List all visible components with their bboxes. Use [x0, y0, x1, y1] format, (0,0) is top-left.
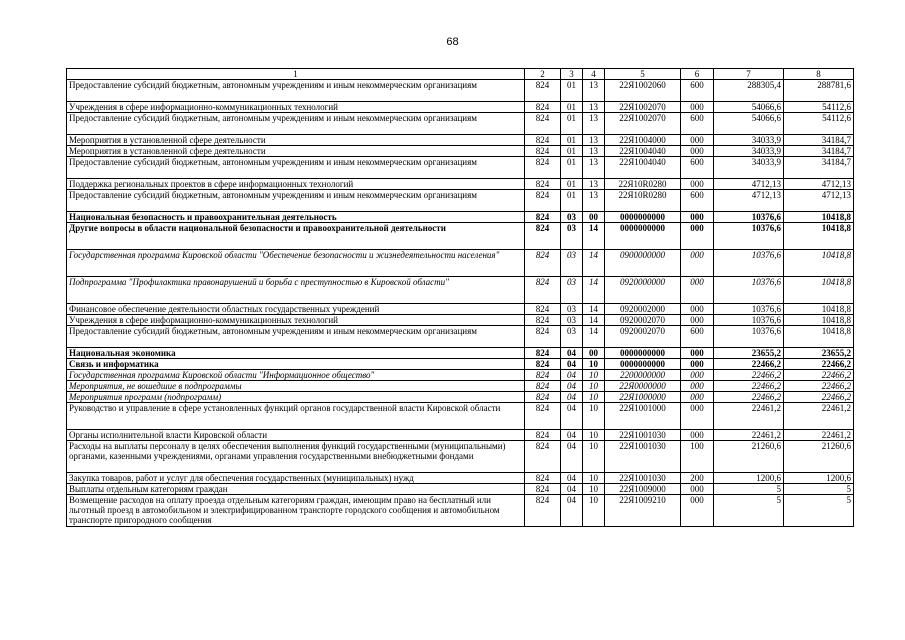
column-header: 2: [525, 69, 561, 80]
section-cell: 03: [561, 250, 583, 277]
subsection-cell: 14: [583, 223, 605, 250]
amount-year1-cell: 21260,6: [714, 441, 784, 473]
gr-code-cell: 824: [525, 359, 561, 370]
amount-year2-cell: 1200,6: [784, 473, 854, 484]
amount-year2-cell: 4712,13: [784, 190, 854, 212]
target-code-cell: 22Я1004000: [605, 135, 681, 146]
table-row: [67, 484, 854, 495]
expense-type-cell: 000: [681, 146, 714, 157]
section-cell: 03: [561, 326, 583, 348]
gr-code-cell: 824: [525, 495, 561, 527]
gr-code-cell: 824: [525, 80, 561, 102]
amount-year1-cell: 22466,2: [714, 381, 784, 392]
gr-code-cell: 824: [525, 190, 561, 212]
table-row: [67, 403, 854, 430]
row-name-cell: Государственная программа Кировской области "Обеспечение безопасности и жизнедеятельности населения": [67, 250, 525, 277]
table-row: [67, 102, 854, 113]
gr-code-cell: 824: [525, 250, 561, 277]
subsection-cell: 10: [583, 495, 605, 527]
amount-year1-cell: 34033,9: [714, 157, 784, 179]
column-header: 4: [583, 69, 605, 80]
table-row: [67, 304, 854, 315]
table-row: [67, 80, 854, 102]
target-code-cell: 0000000000: [605, 223, 681, 250]
expense-type-cell: 600: [681, 326, 714, 348]
table-row: [67, 190, 854, 212]
table-row: [67, 250, 854, 277]
page-number: 68: [446, 36, 459, 48]
amount-year1-cell: 10376,6: [714, 326, 784, 348]
section-cell: 04: [561, 495, 583, 527]
subsection-cell: 13: [583, 135, 605, 146]
amount-year2-cell: 22466,2: [784, 381, 854, 392]
gr-code-cell: 824: [525, 484, 561, 495]
amount-year2-cell: 34184,7: [784, 157, 854, 179]
section-cell: 03: [561, 315, 583, 326]
amount-year1-cell: 5: [714, 484, 784, 495]
target-code-cell: 22Я1002070: [605, 102, 681, 113]
subsection-cell: 10: [583, 370, 605, 381]
subsection-cell: 14: [583, 326, 605, 348]
amount-year1-cell: 54066,6: [714, 102, 784, 113]
gr-code-cell: 824: [525, 113, 561, 135]
amount-year2-cell: 10418,8: [784, 315, 854, 326]
table-row: [67, 359, 854, 370]
expense-type-cell: 000: [681, 392, 714, 403]
amount-year2-cell: 21260,6: [784, 441, 854, 473]
expense-type-cell: 000: [681, 179, 714, 190]
amount-year1-cell: 288305,4: [714, 80, 784, 102]
section-cell: 04: [561, 348, 583, 359]
amount-year2-cell: 22466,2: [784, 370, 854, 381]
gr-code-cell: 824: [525, 370, 561, 381]
gr-code-cell: 824: [525, 179, 561, 190]
table-row: [67, 315, 854, 326]
amount-year1-cell: 34033,9: [714, 146, 784, 157]
amount-year1-cell: 22466,2: [714, 392, 784, 403]
row-name-cell: Учреждения в сфере информационно-коммуникационных технологий: [67, 315, 525, 326]
target-code-cell: 22Я1001030: [605, 430, 681, 441]
row-name-cell: Расходы на выплаты персоналу в целях обеспечения выполнения функций государственными (муниципальными) органами, казенными учреждениями, органами управления государственными внебюджетными фондами: [67, 441, 525, 473]
target-code-cell: 0000000000: [605, 348, 681, 359]
section-cell: 01: [561, 113, 583, 135]
amount-year1-cell: 4712,13: [714, 190, 784, 212]
section-cell: 03: [561, 212, 583, 223]
subsection-cell: 10: [583, 381, 605, 392]
table-row: [67, 277, 854, 304]
target-code-cell: 0000000000: [605, 359, 681, 370]
target-code-cell: 0920000000: [605, 277, 681, 304]
expense-type-cell: 000: [681, 304, 714, 315]
subsection-cell: 13: [583, 113, 605, 135]
gr-code-cell: 824: [525, 277, 561, 304]
expense-type-cell: 000: [681, 381, 714, 392]
table-row: [67, 370, 854, 381]
amount-year1-cell: 1200,6: [714, 473, 784, 484]
amount-year2-cell: 22461,2: [784, 430, 854, 441]
target-code-cell: 22Я1001030: [605, 473, 681, 484]
gr-code-cell: 824: [525, 348, 561, 359]
expense-type-cell: 200: [681, 473, 714, 484]
table-row: [67, 179, 854, 190]
target-code-cell: 2200000000: [605, 370, 681, 381]
amount-year2-cell: 10418,8: [784, 277, 854, 304]
target-code-cell: 22Я1004040: [605, 146, 681, 157]
expense-type-cell: 600: [681, 157, 714, 179]
section-cell: 01: [561, 190, 583, 212]
table-row: [67, 473, 854, 484]
table-row: [67, 430, 854, 441]
target-code-cell: 22Я1009000: [605, 484, 681, 495]
gr-code-cell: 824: [525, 304, 561, 315]
row-name-cell: Связь и информатика: [67, 359, 525, 370]
target-code-cell: 22Я1002060: [605, 80, 681, 102]
target-code-cell: 22Я1001030: [605, 441, 681, 473]
row-name-cell: Предоставление субсидий бюджетным, автономным учреждениям и иным некоммерческим организациям: [67, 80, 525, 102]
amount-year2-cell: 5: [784, 495, 854, 527]
row-name-cell: Мероприятия в установленной сфере деятельности: [67, 146, 525, 157]
expense-type-cell: 100: [681, 441, 714, 473]
section-cell: 01: [561, 80, 583, 102]
subsection-cell: 10: [583, 403, 605, 430]
gr-code-cell: 824: [525, 403, 561, 430]
subsection-cell: 13: [583, 179, 605, 190]
target-code-cell: 0900000000: [605, 250, 681, 277]
section-cell: 04: [561, 381, 583, 392]
amount-year2-cell: 10418,8: [784, 304, 854, 315]
row-name-cell: Национальная экономика: [67, 348, 525, 359]
section-cell: 01: [561, 146, 583, 157]
header-row: [67, 69, 854, 80]
section-cell: 03: [561, 304, 583, 315]
subsection-cell: 10: [583, 484, 605, 495]
amount-year2-cell: 10418,8: [784, 250, 854, 277]
row-name-cell: Предоставление субсидий бюджетным, автономным учреждениям и иным некоммерческим организациям: [67, 113, 525, 135]
amount-year2-cell: 22461,2: [784, 403, 854, 430]
gr-code-cell: 824: [525, 146, 561, 157]
gr-code-cell: 824: [525, 430, 561, 441]
target-code-cell: 22Я1002070: [605, 113, 681, 135]
amount-year2-cell: 22466,2: [784, 359, 854, 370]
amount-year1-cell: 34033,9: [714, 135, 784, 146]
amount-year2-cell: 23655,2: [784, 348, 854, 359]
table-row: [67, 326, 854, 348]
column-header: 3: [561, 69, 583, 80]
gr-code-cell: 824: [525, 315, 561, 326]
table-row: [67, 223, 854, 250]
amount-year1-cell: 22466,2: [714, 370, 784, 381]
section-cell: 04: [561, 359, 583, 370]
expense-type-cell: 000: [681, 223, 714, 250]
gr-code-cell: 824: [525, 135, 561, 146]
target-code-cell: 22Я1001000: [605, 403, 681, 430]
row-name-cell: Национальная безопасность и правоохранительная деятельность: [67, 212, 525, 223]
amount-year1-cell: 22461,2: [714, 403, 784, 430]
column-header: 7: [714, 69, 784, 80]
target-code-cell: 0920002070: [605, 315, 681, 326]
table-row: [67, 146, 854, 157]
row-name-cell: Выплаты отдельным категориям граждан: [67, 484, 525, 495]
subsection-cell: 14: [583, 304, 605, 315]
subsection-cell: 13: [583, 157, 605, 179]
section-cell: 01: [561, 157, 583, 179]
subsection-cell: 14: [583, 250, 605, 277]
amount-year1-cell: 23655,2: [714, 348, 784, 359]
table-row: [67, 381, 854, 392]
section-cell: 04: [561, 484, 583, 495]
target-code-cell: 0920002070: [605, 326, 681, 348]
subsection-cell: 13: [583, 80, 605, 102]
amount-year1-cell: 10376,6: [714, 250, 784, 277]
amount-year2-cell: 288781,6: [784, 80, 854, 102]
section-cell: 04: [561, 392, 583, 403]
amount-year2-cell: 10418,8: [784, 326, 854, 348]
gr-code-cell: 824: [525, 326, 561, 348]
row-name-cell: Мероприятия, не вошедшие в подпрограммы: [67, 381, 525, 392]
amount-year1-cell: 22466,2: [714, 359, 784, 370]
section-cell: 01: [561, 179, 583, 190]
expense-type-cell: 600: [681, 80, 714, 102]
column-header: 5: [605, 69, 681, 80]
row-name-cell: Государственная программа Кировской области "Информационное общество": [67, 370, 525, 381]
row-name-cell: Другие вопросы в области национальной безопасности и правоохранительной деятельности: [67, 223, 525, 250]
section-cell: 04: [561, 403, 583, 430]
section-cell: 04: [561, 370, 583, 381]
row-name-cell: Поддержка региональных проектов в сфере информационных технологий: [67, 179, 525, 190]
section-cell: 04: [561, 430, 583, 441]
expense-type-cell: 600: [681, 190, 714, 212]
gr-code-cell: 824: [525, 212, 561, 223]
expense-type-cell: 000: [681, 484, 714, 495]
amount-year1-cell: 10376,6: [714, 212, 784, 223]
gr-code-cell: 824: [525, 441, 561, 473]
table-row: [67, 348, 854, 359]
gr-code-cell: 824: [525, 473, 561, 484]
amount-year2-cell: 22466,2: [784, 392, 854, 403]
amount-year2-cell: 34184,7: [784, 146, 854, 157]
target-code-cell: 22Я10R0280: [605, 190, 681, 212]
expense-type-cell: 000: [681, 403, 714, 430]
table-row: [67, 157, 854, 179]
gr-code-cell: 824: [525, 223, 561, 250]
row-name-cell: Предоставление субсидий бюджетным, автономным учреждениям и иным некоммерческим организациям: [67, 157, 525, 179]
amount-year1-cell: 22461,2: [714, 430, 784, 441]
subsection-cell: 13: [583, 102, 605, 113]
subsection-cell: 10: [583, 430, 605, 441]
amount-year2-cell: 10418,8: [784, 223, 854, 250]
section-cell: 01: [561, 135, 583, 146]
amount-year1-cell: 10376,6: [714, 304, 784, 315]
target-code-cell: 22Я1004040: [605, 157, 681, 179]
table-row: [67, 441, 854, 473]
row-name-cell: Подпрограмма "Профилактика правонарушений и борьба с преступностью в Кировской области": [67, 277, 525, 304]
section-cell: 01: [561, 102, 583, 113]
target-code-cell: 0000000000: [605, 212, 681, 223]
gr-code-cell: 824: [525, 102, 561, 113]
amount-year2-cell: 4712,13: [784, 179, 854, 190]
row-name-cell: Учреждения в сфере информационно-коммуникационных технологий: [67, 102, 525, 113]
row-name-cell: Закупка товаров, работ и услуг для обеспечения государственных (муниципальных) нужд: [67, 473, 525, 484]
row-name-cell: Руководство и управление в сфере установленных функций органов государственной власти Кировской области: [67, 403, 525, 430]
amount-year1-cell: 10376,6: [714, 315, 784, 326]
amount-year2-cell: 54112,6: [784, 113, 854, 135]
gr-code-cell: 824: [525, 381, 561, 392]
expense-type-cell: 000: [681, 212, 714, 223]
expense-type-cell: 000: [681, 135, 714, 146]
section-cell: 04: [561, 441, 583, 473]
subsection-cell: 13: [583, 146, 605, 157]
expense-type-cell: 000: [681, 250, 714, 277]
budget-table: [66, 68, 854, 527]
expense-type-cell: 000: [681, 359, 714, 370]
expense-type-cell: 000: [681, 102, 714, 113]
section-cell: 03: [561, 223, 583, 250]
column-header: 6: [681, 69, 714, 80]
subsection-cell: 10: [583, 359, 605, 370]
section-cell: 04: [561, 473, 583, 484]
row-name-cell: Возмещение расходов на оплату проезда отдельным категориям граждан, имеющим право на бесплатный или льготный проезд в автомобильном и электрифицированном транспорте городского сообщения и автомобильном транспорте пригородного сообщения: [67, 495, 525, 527]
subsection-cell: 00: [583, 348, 605, 359]
subsection-cell: 10: [583, 392, 605, 403]
target-code-cell: 0920002000: [605, 304, 681, 315]
column-header: 1: [67, 69, 525, 80]
table-row: [67, 495, 854, 527]
expense-type-cell: 000: [681, 277, 714, 304]
amount-year1-cell: 4712,13: [714, 179, 784, 190]
subsection-cell: 13: [583, 190, 605, 212]
amount-year1-cell: 10376,6: [714, 277, 784, 304]
row-name-cell: Финансовое обеспечение деятельности областных государственных учреждений: [67, 304, 525, 315]
expense-type-cell: 000: [681, 370, 714, 381]
amount-year1-cell: 10376,6: [714, 223, 784, 250]
expense-type-cell: 600: [681, 113, 714, 135]
amount-year1-cell: 54066,6: [714, 113, 784, 135]
target-code-cell: 22Я1009210: [605, 495, 681, 527]
table-row: [67, 212, 854, 223]
expense-type-cell: 000: [681, 430, 714, 441]
target-code-cell: 22Я10R0280: [605, 179, 681, 190]
target-code-cell: 22Я0000000: [605, 381, 681, 392]
subsection-cell: 10: [583, 441, 605, 473]
amount-year2-cell: 10418,8: [784, 212, 854, 223]
row-name-cell: Предоставление субсидий бюджетным, автономным учреждениям и иным некоммерческим организациям: [67, 190, 525, 212]
row-name-cell: Предоставление субсидий бюджетным, автономным учреждениям и иным некоммерческим организациям: [67, 326, 525, 348]
table-row: [67, 113, 854, 135]
subsection-cell: 14: [583, 315, 605, 326]
subsection-cell: 10: [583, 473, 605, 484]
gr-code-cell: 824: [525, 392, 561, 403]
table-row: [67, 392, 854, 403]
subsection-cell: 14: [583, 277, 605, 304]
row-name-cell: Мероприятия в установленной сфере деятельности: [67, 135, 525, 146]
amount-year2-cell: 54112,6: [784, 102, 854, 113]
column-header: 8: [784, 69, 854, 80]
expense-type-cell: 000: [681, 348, 714, 359]
amount-year2-cell: 5: [784, 484, 854, 495]
table-row: [67, 135, 854, 146]
expense-type-cell: 000: [681, 315, 714, 326]
row-name-cell: Органы исполнительной власти Кировской области: [67, 430, 525, 441]
section-cell: 03: [561, 277, 583, 304]
gr-code-cell: 824: [525, 157, 561, 179]
amount-year2-cell: 34184,7: [784, 135, 854, 146]
amount-year1-cell: 5: [714, 495, 784, 527]
row-name-cell: Мероприятия программ (подпрограмм): [67, 392, 525, 403]
expense-type-cell: 000: [681, 495, 714, 527]
subsection-cell: 00: [583, 212, 605, 223]
target-code-cell: 22Я1000000: [605, 392, 681, 403]
